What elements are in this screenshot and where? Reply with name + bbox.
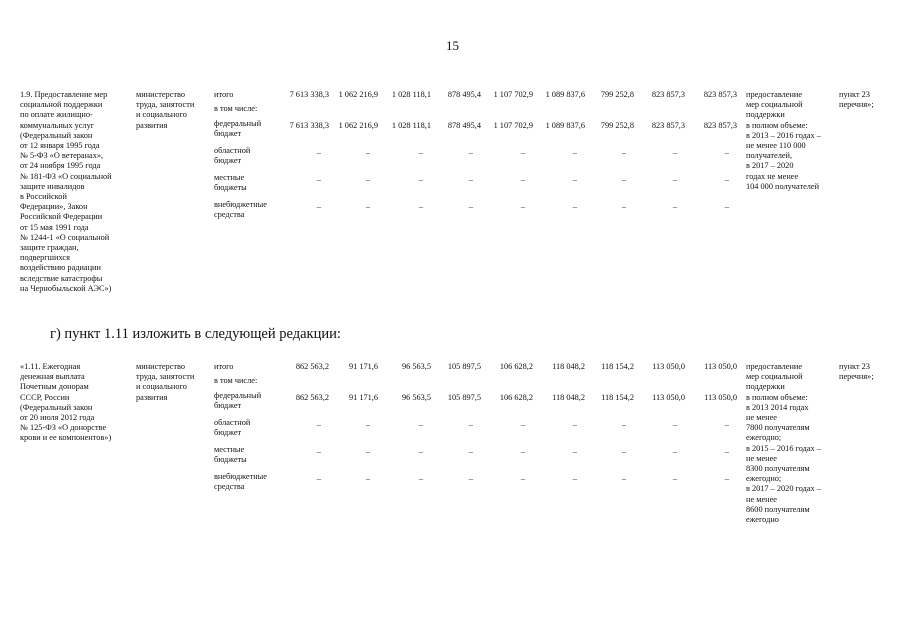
amount-total: 1 062 216,9 — [338, 90, 378, 99]
amount-extra: – — [621, 474, 626, 483]
amount-total: 799 252,8 — [600, 90, 634, 99]
amount-extra: – — [724, 202, 729, 211]
source-regional: областной бюджет — [214, 418, 251, 438]
source-total: итого — [214, 90, 234, 99]
amount-extra: – — [418, 474, 423, 483]
amount-extra: – — [468, 474, 473, 483]
amount-total: 91 171,6 — [348, 362, 378, 371]
amount-federal: 1 089 837,6 — [545, 121, 585, 130]
amount-regional: – — [621, 148, 626, 157]
expected-result: предоставление мер социальной поддержки в полном объеме: в 2013 2014 годах не менее 7800 получателям ежегодно; в 2015 – 2016 годах – не менее 8300 получателям ежегодно; в 2017 – 2020 годах – не менее 8600 получателям ежегодно — [746, 362, 821, 525]
source-local: местные бюджеты — [214, 445, 247, 465]
amount-local: – — [724, 447, 729, 456]
amount-regional: – — [724, 420, 729, 429]
amount-extra: – — [672, 202, 677, 211]
reference: пункт 23 перечня»; — [839, 362, 874, 382]
amount-regional: – — [365, 148, 370, 157]
page-number: 15 — [446, 38, 459, 53]
amount-regional: – — [418, 420, 423, 429]
amount-federal: 105 897,5 — [447, 393, 481, 402]
amount-extra: – — [572, 202, 577, 211]
source-including: в том числе: — [214, 376, 258, 385]
amount-federal: 878 495,4 — [447, 121, 481, 130]
table-row — [0, 362, 905, 537]
expected-result: предоставление мер социальной поддержки в полном объеме: в 2013 – 2016 годах – не менее 110 000 получателей, в 2017 – 2020 годах не менее 104 000 получателей — [746, 90, 821, 191]
amount-local: – — [572, 175, 577, 184]
amount-total: 113 050,0 — [704, 362, 737, 371]
amount-regional: – — [418, 148, 423, 157]
source-local: местные бюджеты — [214, 173, 247, 193]
amount-local: – — [468, 447, 473, 456]
amount-total: 862 563,2 — [295, 362, 329, 371]
amount-total: 1 089 837,6 — [545, 90, 585, 99]
amount-regional: – — [520, 148, 525, 157]
amount-local: – — [621, 447, 626, 456]
amount-extra: – — [418, 202, 423, 211]
source-federal: федеральный бюджет — [214, 391, 262, 411]
amount-federal: 823 857,3 — [651, 121, 685, 130]
amount-total: 823 857,3 — [651, 90, 685, 99]
amount-total: 96 563,5 — [401, 362, 431, 371]
amount-federal: 91 171,6 — [348, 393, 378, 402]
amount-local: – — [724, 175, 729, 184]
table-row — [0, 90, 905, 320]
amount-regional: – — [621, 420, 626, 429]
amount-total: 106 628,2 — [499, 362, 533, 371]
amount-extra: – — [316, 202, 321, 211]
amount-local: – — [572, 447, 577, 456]
amount-local: – — [621, 175, 626, 184]
amount-extra: – — [468, 202, 473, 211]
amount-regional: – — [365, 420, 370, 429]
amount-federal: 1 062 216,9 — [338, 121, 378, 130]
amount-total: 7 613 338,3 — [289, 90, 329, 99]
amount-extra: – — [572, 474, 577, 483]
amount-federal: 118 048,2 — [552, 393, 585, 402]
amount-total: 823 857,3 — [703, 90, 737, 99]
amount-regional: – — [572, 148, 577, 157]
amount-federal: 1 028 118,1 — [391, 121, 431, 130]
source-regional: областной бюджет — [214, 146, 251, 166]
amount-federal: 113 050,0 — [704, 393, 737, 402]
amount-federal: 862 563,2 — [295, 393, 329, 402]
amount-federal: 106 628,2 — [499, 393, 533, 402]
amount-regional: – — [672, 148, 677, 157]
amount-total: 118 048,2 — [552, 362, 585, 371]
section-heading: г) пункт 1.11 изложить в следующей редакции: — [50, 326, 341, 342]
measure-description: 1.9. Предоставление мер социальной поддержки по оплате жилищно- коммунальных услуг (Федеральный закон от 12 января 1995 года № 5-ФЗ «О ветеранах», от 24 ноября 1995 года № 181-ФЗ «О социальной защите инвалидов в Российской Федерации», Закон Российской Федерации от 15 мая 1991 года № 1244-1 «О социальной защите граждан, подвергшихся воздействию радиации вследствие катастрофы на Чернобыльской АЭС») — [20, 90, 112, 293]
source-including: в том числе: — [214, 104, 258, 113]
amount-regional: – — [468, 148, 473, 157]
amount-extra: – — [520, 202, 525, 211]
amount-total: 1 107 702,9 — [493, 90, 533, 99]
amount-total: 878 495,4 — [447, 90, 481, 99]
amount-total: 118 154,2 — [601, 362, 634, 371]
amount-extra: – — [724, 474, 729, 483]
measure-description: «1.11. Ежегодная денежная выплата Почетным донорам СССР, России (Федеральный закон от 20 июля 2012 года № 125-ФЗ «О донорстве крови и ее компонентов») — [20, 362, 112, 443]
amount-regional: – — [520, 420, 525, 429]
amount-total: 1 028 118,1 — [391, 90, 431, 99]
amount-federal: 96 563,5 — [401, 393, 431, 402]
amount-regional: – — [572, 420, 577, 429]
amount-local: – — [316, 175, 321, 184]
amount-regional: – — [468, 420, 473, 429]
amount-federal: 1 107 702,9 — [493, 121, 533, 130]
executor: министерство труда, занятости и социального развития — [136, 90, 195, 130]
amount-federal: 7 613 338,3 — [289, 121, 329, 130]
amount-local: – — [365, 175, 370, 184]
amount-regional: – — [316, 148, 321, 157]
amount-regional: – — [724, 148, 729, 157]
amount-local: – — [365, 447, 370, 456]
amount-extra: – — [520, 474, 525, 483]
amount-extra: – — [365, 202, 370, 211]
amount-extra: – — [365, 474, 370, 483]
source-extra: внебюджетные средства — [214, 200, 267, 220]
amount-total: 105 897,5 — [447, 362, 481, 371]
source-federal: федеральный бюджет — [214, 119, 262, 139]
amount-local: – — [672, 447, 677, 456]
amount-federal: 113 050,0 — [652, 393, 685, 402]
amount-regional: – — [316, 420, 321, 429]
amount-regional: – — [672, 420, 677, 429]
amount-local: – — [418, 175, 423, 184]
amount-local: – — [418, 447, 423, 456]
amount-local: – — [520, 447, 525, 456]
amount-federal: 799 252,8 — [600, 121, 634, 130]
executor: министерство труда, занятости и социального развития — [136, 362, 195, 402]
amount-federal: 823 857,3 — [703, 121, 737, 130]
source-extra: внебюджетные средства — [214, 472, 267, 492]
reference: пункт 23 перечня»; — [839, 90, 874, 110]
amount-local: – — [468, 175, 473, 184]
amount-local: – — [316, 447, 321, 456]
amount-extra: – — [672, 474, 677, 483]
amount-local: – — [672, 175, 677, 184]
amount-extra: – — [316, 474, 321, 483]
amount-local: – — [520, 175, 525, 184]
source-total: итого — [214, 362, 234, 371]
amount-extra: – — [621, 202, 626, 211]
amount-total: 113 050,0 — [652, 362, 685, 371]
amount-federal: 118 154,2 — [601, 393, 634, 402]
